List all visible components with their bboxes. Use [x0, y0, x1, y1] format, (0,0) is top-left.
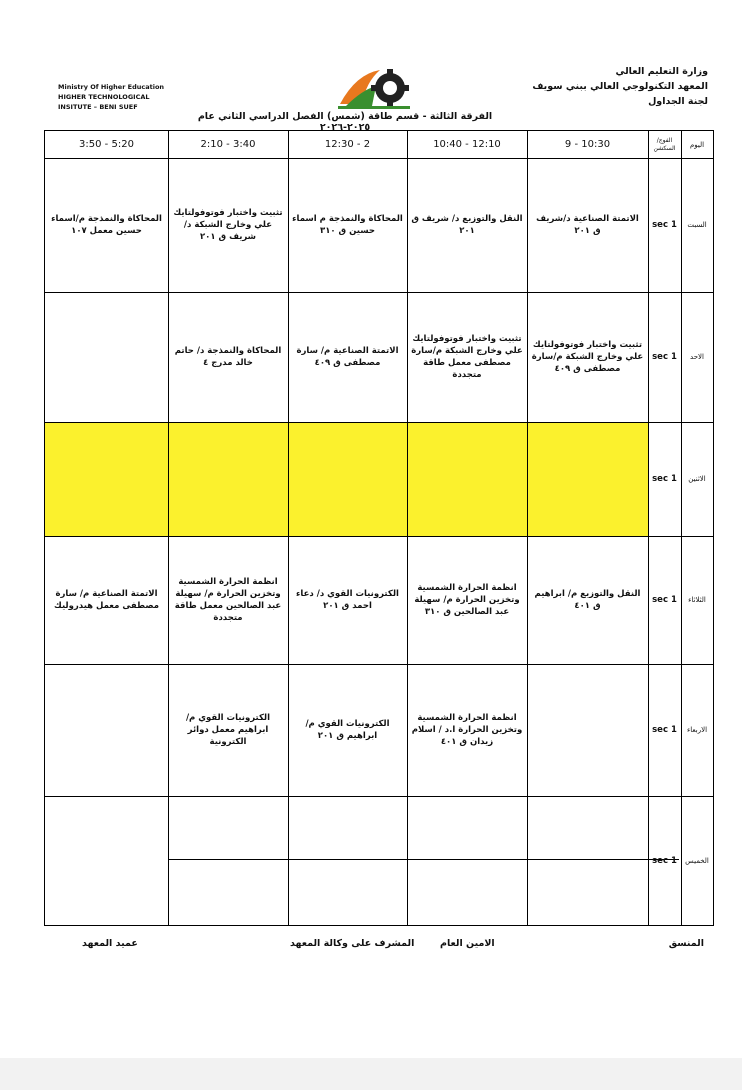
class-cell: انظمة الحرارة الشمسية وتخزين الحرارة ا.د / اسلام زيدان ق ٤٠١ [411, 713, 523, 747]
day-label: الاحد [690, 353, 704, 361]
header-slot-1: 9 - 10:30 [564, 138, 611, 150]
ministry-en: Ministry Of Higher Education [58, 83, 165, 91]
signature-secretary: الامين العام [440, 938, 495, 949]
timetable [44, 130, 714, 926]
class-cell: تثبيت واختبار فوتوفولتايك علي وخارج الشبكة د/ شريف ق ٢٠١ [173, 208, 283, 242]
header-slot-4: 2:10 - 3:40 [200, 138, 256, 150]
header-slot-2: 10:40 - 12:10 [433, 138, 501, 150]
day-label: الاربعاء [686, 726, 708, 734]
header-slot-3: 12:30 - 2 [324, 138, 371, 150]
class-cell: النقل والتوزيع د/ شريف ق ٢٠١ [411, 214, 523, 236]
day-label: الخميس [685, 856, 709, 865]
class-cell: تثبيت واختبار فوتوفولتايك علي وخارج الشبكة م/سارة مصطفى ق ٤٠٩ [531, 340, 644, 374]
bottom-strip [0, 1058, 742, 1090]
row-line [45, 422, 713, 423]
class-cell: الكترونيات القوي م/ابراهيم معمل دوائر الكترونية [185, 713, 271, 747]
section-label: sec 1 [652, 725, 677, 735]
section-label: sec 1 [652, 855, 677, 866]
schedule-subtitle: الفرقة الثالثة - قسم طاقة (شمس) الفصل الدراسي الثاني عام ٢٠٢٥-٢٠٢٦ [197, 111, 493, 133]
section-label: sec 1 [652, 474, 677, 484]
class-cell: الاتمتة الصناعية د/شريف ق ٢٠١ [536, 214, 639, 236]
class-cell: الاتمتة الصناعية م/ سارة مصطفى ق ٤٠٩ [296, 346, 399, 368]
class-cell: المحاكاة والنمذجة د/ حاتم خالد مدرج ٤ [174, 346, 282, 368]
monday-highlight [45, 422, 648, 536]
committee-ar: لجنة الجداول [648, 96, 708, 107]
day-label: الاثنين [688, 475, 706, 483]
header-section: الفوج/ السكشن [653, 136, 676, 152]
class-cell: الاتمتة الصناعية م/ سارة مصطفى معمل هيدروليك [54, 589, 159, 611]
class-cell [45, 292, 168, 422]
institute-en-2: INSITUTE – BENI SUEF [58, 103, 138, 111]
class-cell: الكترونيات القوي م/ابراهيم ق ٢٠١ [305, 719, 390, 741]
day-label: السبت [687, 221, 707, 229]
class-cell: المحاكاة والنمذجة م اسماء حسين ق ٣١٠ [292, 214, 403, 236]
institute-ar: المعهد التكنولوجي العالي ببني سويف [532, 81, 708, 92]
row-line [45, 796, 713, 797]
header-day: اليوم [689, 140, 705, 149]
class-cell: النقل والتوزيع م/ ابراهيم ق ٤٠١ [534, 589, 641, 611]
class-cell: المحاكاة والنمذجة م/اسماء حسين معمل ١٠٧ [51, 214, 162, 236]
class-cell: الكترونيات القوي د/ دعاء احمد ق ٢٠١ [296, 589, 399, 611]
row-subline [168, 859, 679, 860]
signature-coordinator: المنسق [668, 938, 704, 949]
institute-en-1: HIGHER TECHNOLOGICAL [58, 93, 150, 101]
section-label: sec 1 [652, 220, 677, 230]
header-slot-5: 3:50 - 5:20 [79, 138, 134, 150]
section-label: sec 1 [652, 352, 677, 362]
class-cell: تثبيت واختبار فوتوفولتايك علي وخارج الشبكة م/سارة مصطفى معمل طاقة متجددة [411, 334, 523, 380]
signature-supervisor: المشرف على وكالة المعهد [290, 938, 415, 949]
ministry-ar: وزارة التعليم العالي [615, 66, 708, 77]
day-label: الثلاثاء [688, 596, 706, 604]
class-cell: انظمة الحرارة الشمسية وتخزين الحرارة م/ سهيلة عبد الصالحين ق ٣١٠ [414, 583, 520, 617]
signature-dean: عميد المعهد [82, 938, 138, 949]
section-label: sec 1 [652, 595, 677, 605]
header-english [58, 82, 188, 112]
institute-logo [336, 64, 412, 110]
header-arabic [508, 64, 708, 109]
class-cell: انظمة الحرارة الشمسية وتخزين الحرارة م/ سهيلة عبد الصالحين معمل طاقة متجددة [174, 577, 282, 623]
